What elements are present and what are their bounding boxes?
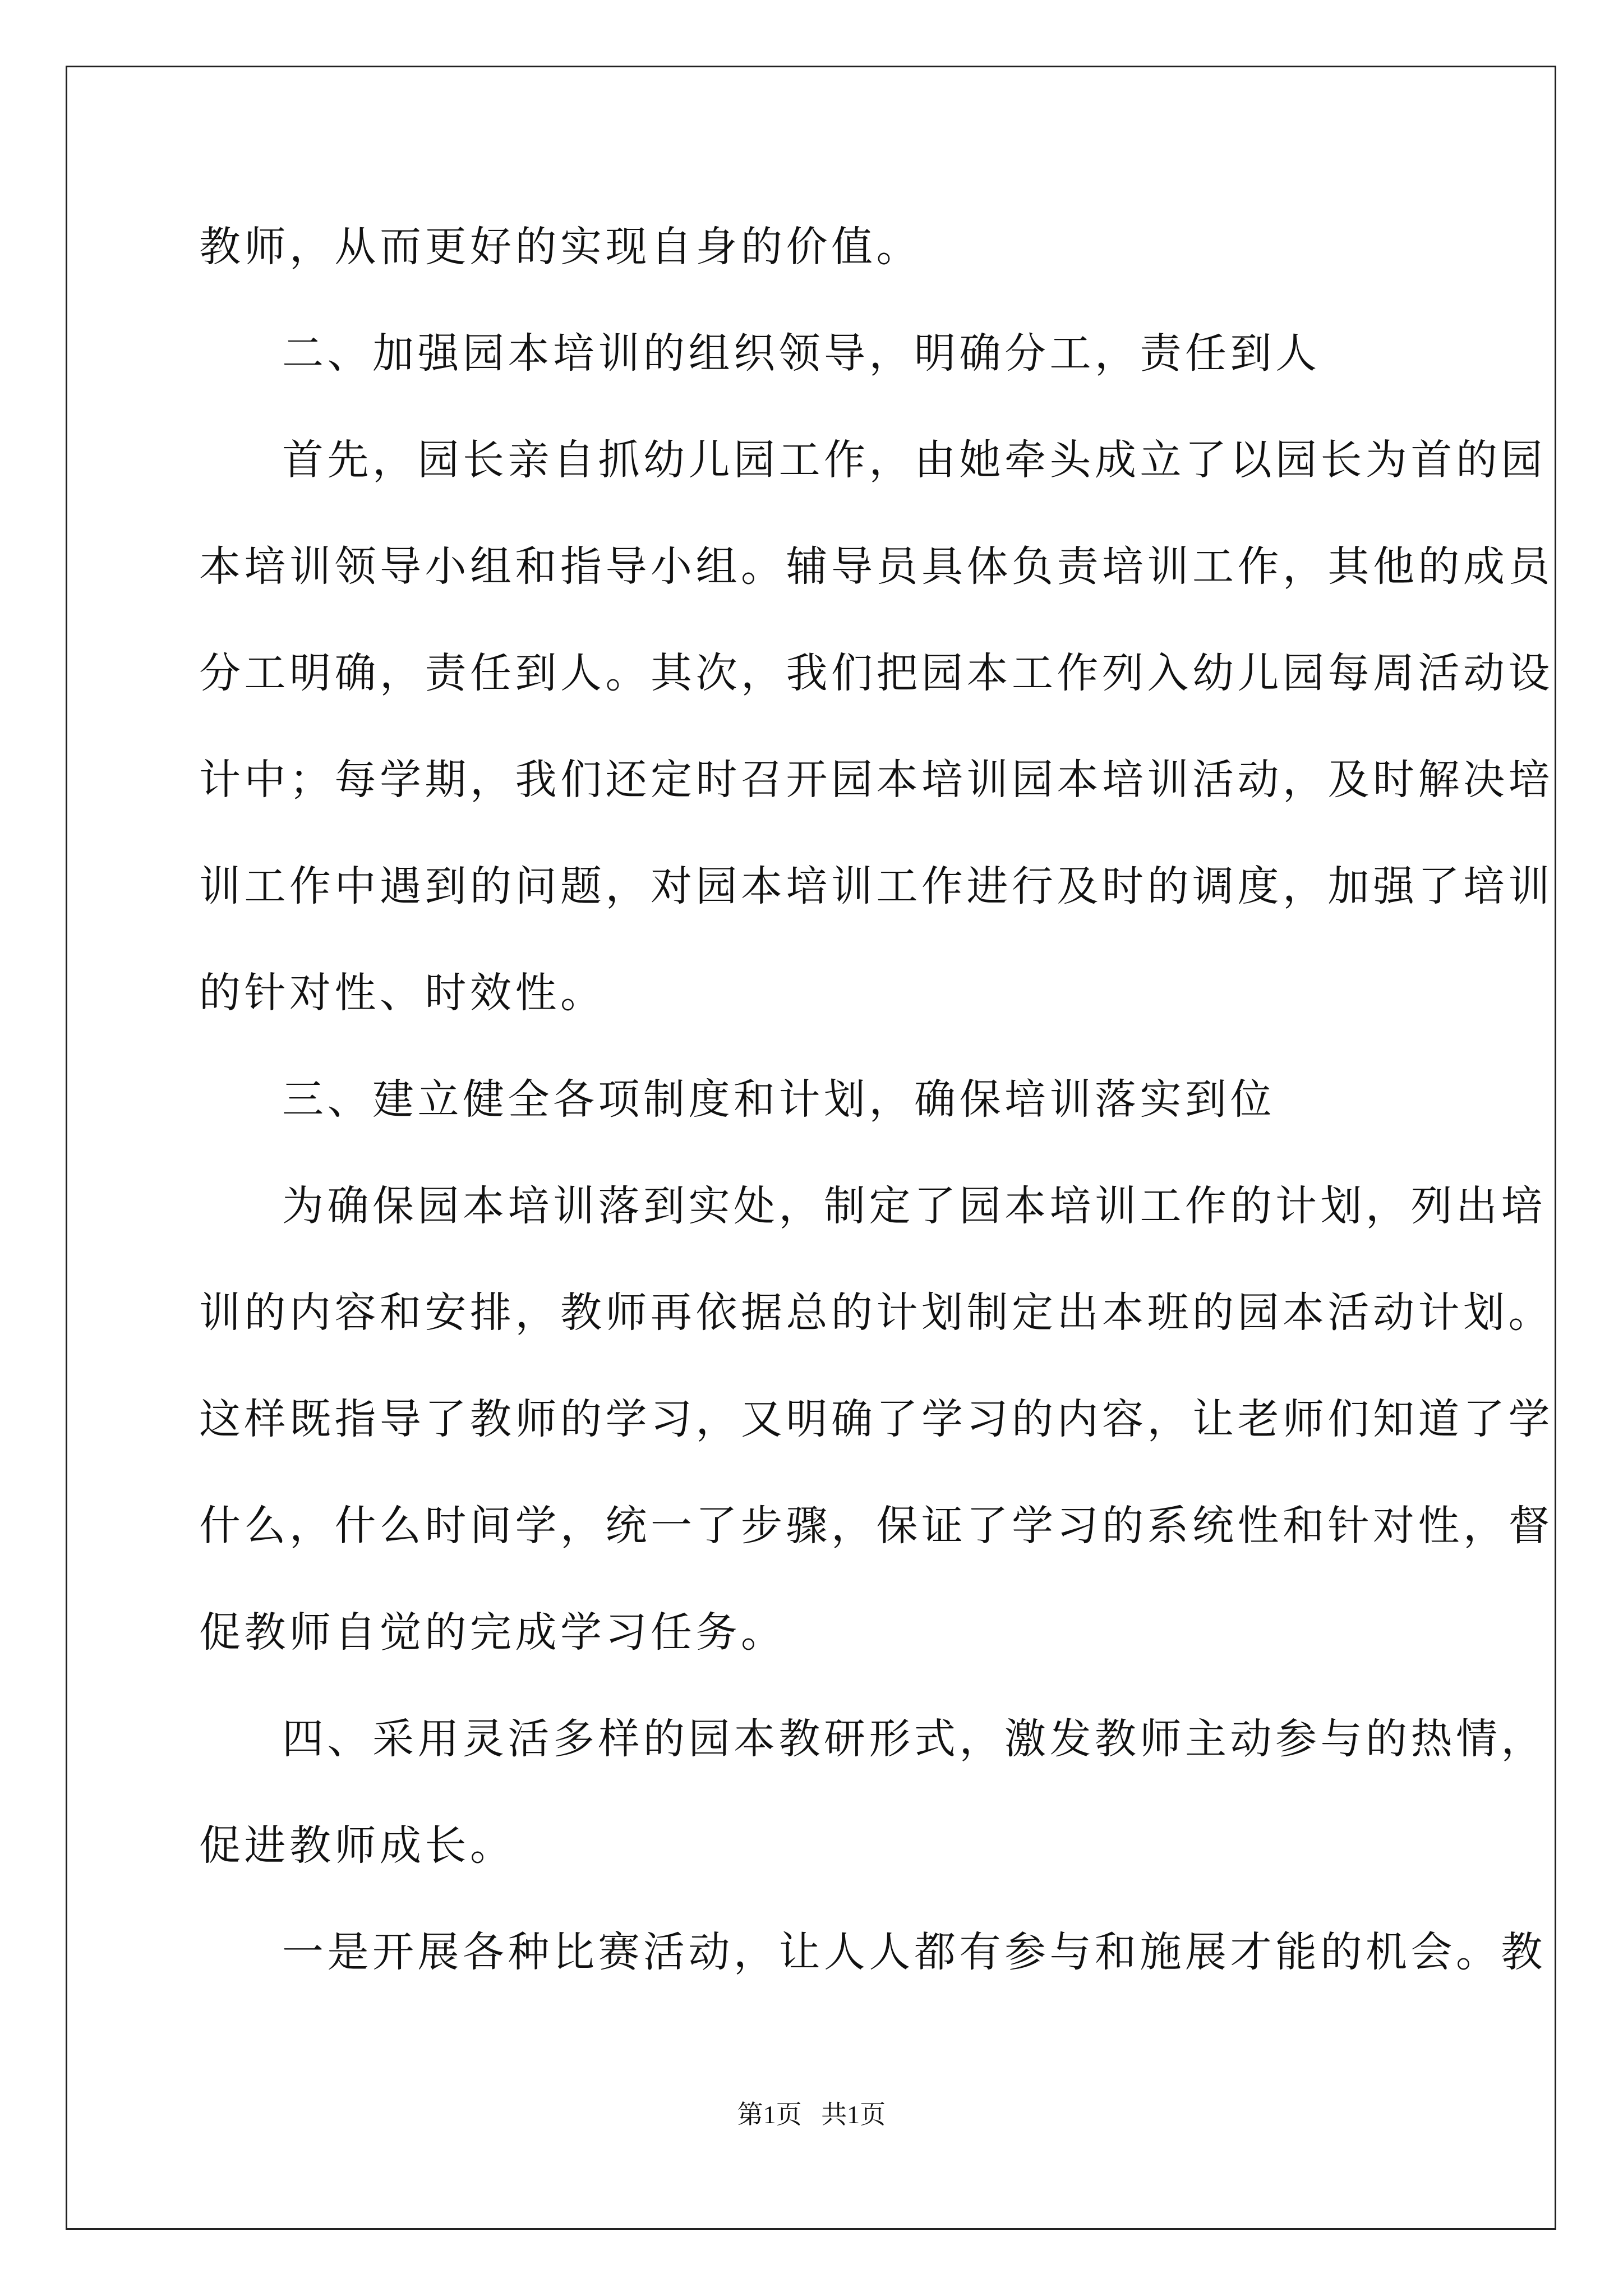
text-line: 教师，从而更好的实现自身的价值。 <box>199 223 921 271</box>
paragraph-line: 本培训领导小组和指导小组。辅导员具体负责培训工作，其他的成员 <box>199 542 1553 591</box>
paragraph-line: 分工明确，责任到人。其次，我们把园本工作列入幼儿园每周活动设 <box>199 649 1553 697</box>
section-heading: 四、采用灵活多样的园本教研形式，激发教师主动参与的热情， <box>282 1715 1546 1763</box>
page-number-footer: 第1页 共1页 <box>737 2100 886 2129</box>
paragraph-line: 这样既指导了教师的学习，又明确了学习的内容，让老师们知道了学 <box>199 1395 1553 1443</box>
paragraph-line: 什么，什么时间学，统一了步骤，保证了学习的系统性和针对性，督 <box>199 1502 1553 1550</box>
paragraph-line: 促教师自觉的完成学习任务。 <box>199 1608 786 1657</box>
paragraph-line: 训工作中遇到的问题，对园本培训工作进行及时的调度，加强了培训 <box>199 862 1553 910</box>
paragraph-line: 计中；每学期，我们还定时召开园本培训园本培训活动，及时解决培 <box>199 756 1553 804</box>
section-heading: 二、加强园本培训的组织领导，明确分工，责任到人 <box>282 329 1321 378</box>
section-heading: 三、建立健全各项制度和计划，确保培训落实到位 <box>282 1075 1275 1124</box>
section-heading-continuation: 促进教师成长。 <box>199 1821 515 1870</box>
paragraph-line: 的针对性、时效性。 <box>199 969 606 1017</box>
paragraph-line: 一是开展各种比赛活动，让人人都有参与和施展才能的机会。教 <box>282 1928 1546 1976</box>
paragraph-line: 首先，园长亲自抓幼儿园工作，由她牵头成立了以园长为首的园 <box>282 436 1546 484</box>
paragraph-line: 训的内容和安排，教师再依据总的计划制定出本班的园本活动计划。 <box>199 1289 1553 1337</box>
page-border <box>66 66 1556 2230</box>
paragraph-line: 为确保园本培训落到实处，制定了园本培训工作的计划，列出培 <box>282 1182 1546 1230</box>
